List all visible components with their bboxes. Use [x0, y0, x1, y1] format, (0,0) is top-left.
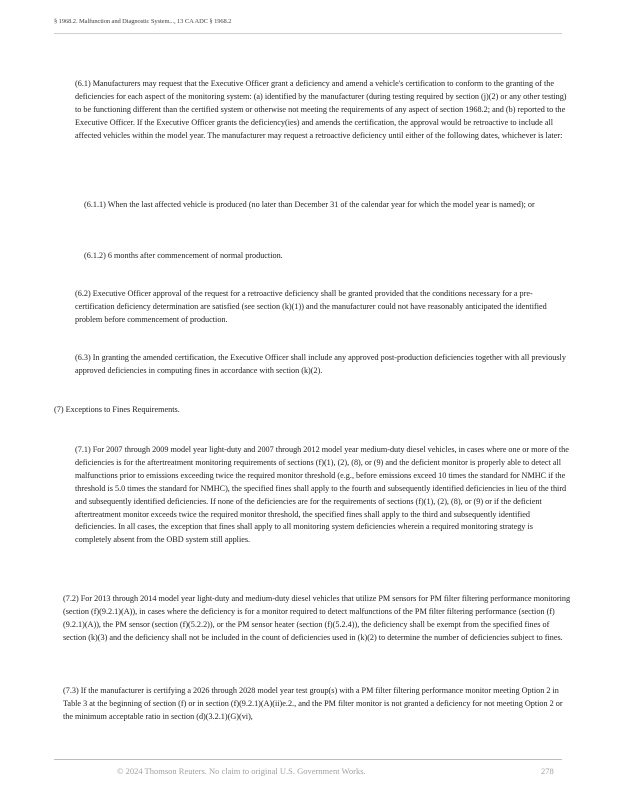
- paragraph-6-1-1: (6.1.1) When the last affected vehicle is produced (no later than December 31 of the calendar year for which the model year is named); or: [84, 200, 535, 209]
- running-header: § 1968.2. Malfunction and Diagnostic System..., 13 CA ADC § 1968.2: [54, 18, 232, 25]
- paragraph-7-heading: (7) Exceptions to Fines Requirements.: [54, 405, 180, 414]
- paragraph-7-3: (7.3) If the manufacturer is certifying a 2026 through 2028 model year test group(s) with a PM filter filtering performance monitor meeting Option 2 in Table 3 at the beginning of section (f) or in section (f)(9.2.1)(A)(ii)e.2., and the PM filter monitor is not granted a deficiency for not meeting Option 2 or the minimum acceptable ratio in section (d)(3.2.1)(G)(vi),: [63, 686, 563, 721]
- paragraph-6-2: (6.2) Executive Officer approval of the request for a retroactive deficiency shall be granted provided that the conditions necessary for a pre-certification deficiency determination are satisfied (see section (k)(1)) and the manufacturer could not have reasonably anticipated the identified problem before commencement of production.: [75, 289, 547, 324]
- paragraph-6-1: (6.1) Manufacturers may request that the Executive Officer grant a deficiency and amend a vehicle's certification to conform to the granting of the deficiencies for each aspect of the monitoring system: (a) identified by the manufacturer (during testing required by section (j)(2) or any other testing) to be functioning different than the certified system or otherwise not meeting the requirements of any aspect of section 1968.2; and (b) reported to the Executive Officer. If the Executive Officer grants the deficiency(ies) and amends the certification, the approval would be retroactive to include all affected vehicles within the model year. The manufacturer may request a retroactive deficiency until either of the following dates, whichever is later:: [75, 79, 567, 140]
- header-divider: [54, 33, 562, 34]
- paragraph-7-2: (7.2) For 2013 through 2014 model year light-duty and medium-duty diesel vehicles that utilize PM sensors for PM filter filtering performance monitoring (section (f)(9.2.1)(A)), in cases where the deficiency is for a monitor required to detect malfunctions of the PM filter filtering performance (section (f)(9.2.1)(A)), the PM sensor (section (f)(5.2.2)), or the PM sensor heater (section (f)(5.2.4)), the deficiency shall be exempt from the specified fines of section (k)(3) and the deficiency shall not be included in the count of deficiencies used in (k)(2) to determine the number of deficiencies subject to fines.: [63, 594, 571, 642]
- footer-divider: [54, 759, 562, 760]
- paragraph-6-1-2: (6.1.2) 6 months after commencement of normal production.: [84, 251, 283, 260]
- footer-copyright: © 2024 Thomson Reuters. No claim to original U.S. Government Works.: [117, 766, 366, 776]
- page-number: 278: [541, 766, 554, 776]
- paragraph-7-1: (7.1) For 2007 through 2009 model year light-duty and 2007 through 2012 model year medium-duty diesel vehicles, in cases where one or more of the deficiencies is for the aftertreatment monitoring requirements of sections (f)(1), (2), (8), or (9) and the deficient monitor is properly able to detect all malfunctions prior to emissions exceeding twice the required monitor threshold (e.g., before emissions exceed 10 times the standard for NMHC if the threshold is 5.0 times the standard for NMHC), the specified fines shall apply to the fourth and subsequently identified deficiencies in lieu of the third and subsequently identified deficiencies. If none of the deficiencies are for the requirements of sections (f)(1), (2), (8), or (9) or if the deficient aftertreatment monitor exceeds twice the required monitor threshold, the specified fines shall apply to the third and subsequently identified deficiencies. In all cases, the exception that fines shall apply to all monitoring system deficiencies wherein a required monitoring strategy is completely absent from the OBD system still applies.: [75, 445, 569, 545]
- paragraph-6-3: (6.3) In granting the amended certification, the Executive Officer shall include any approved post-production deficiencies together with all previously approved deficiencies in computing fines in accordance with section (k)(2).: [75, 353, 566, 375]
